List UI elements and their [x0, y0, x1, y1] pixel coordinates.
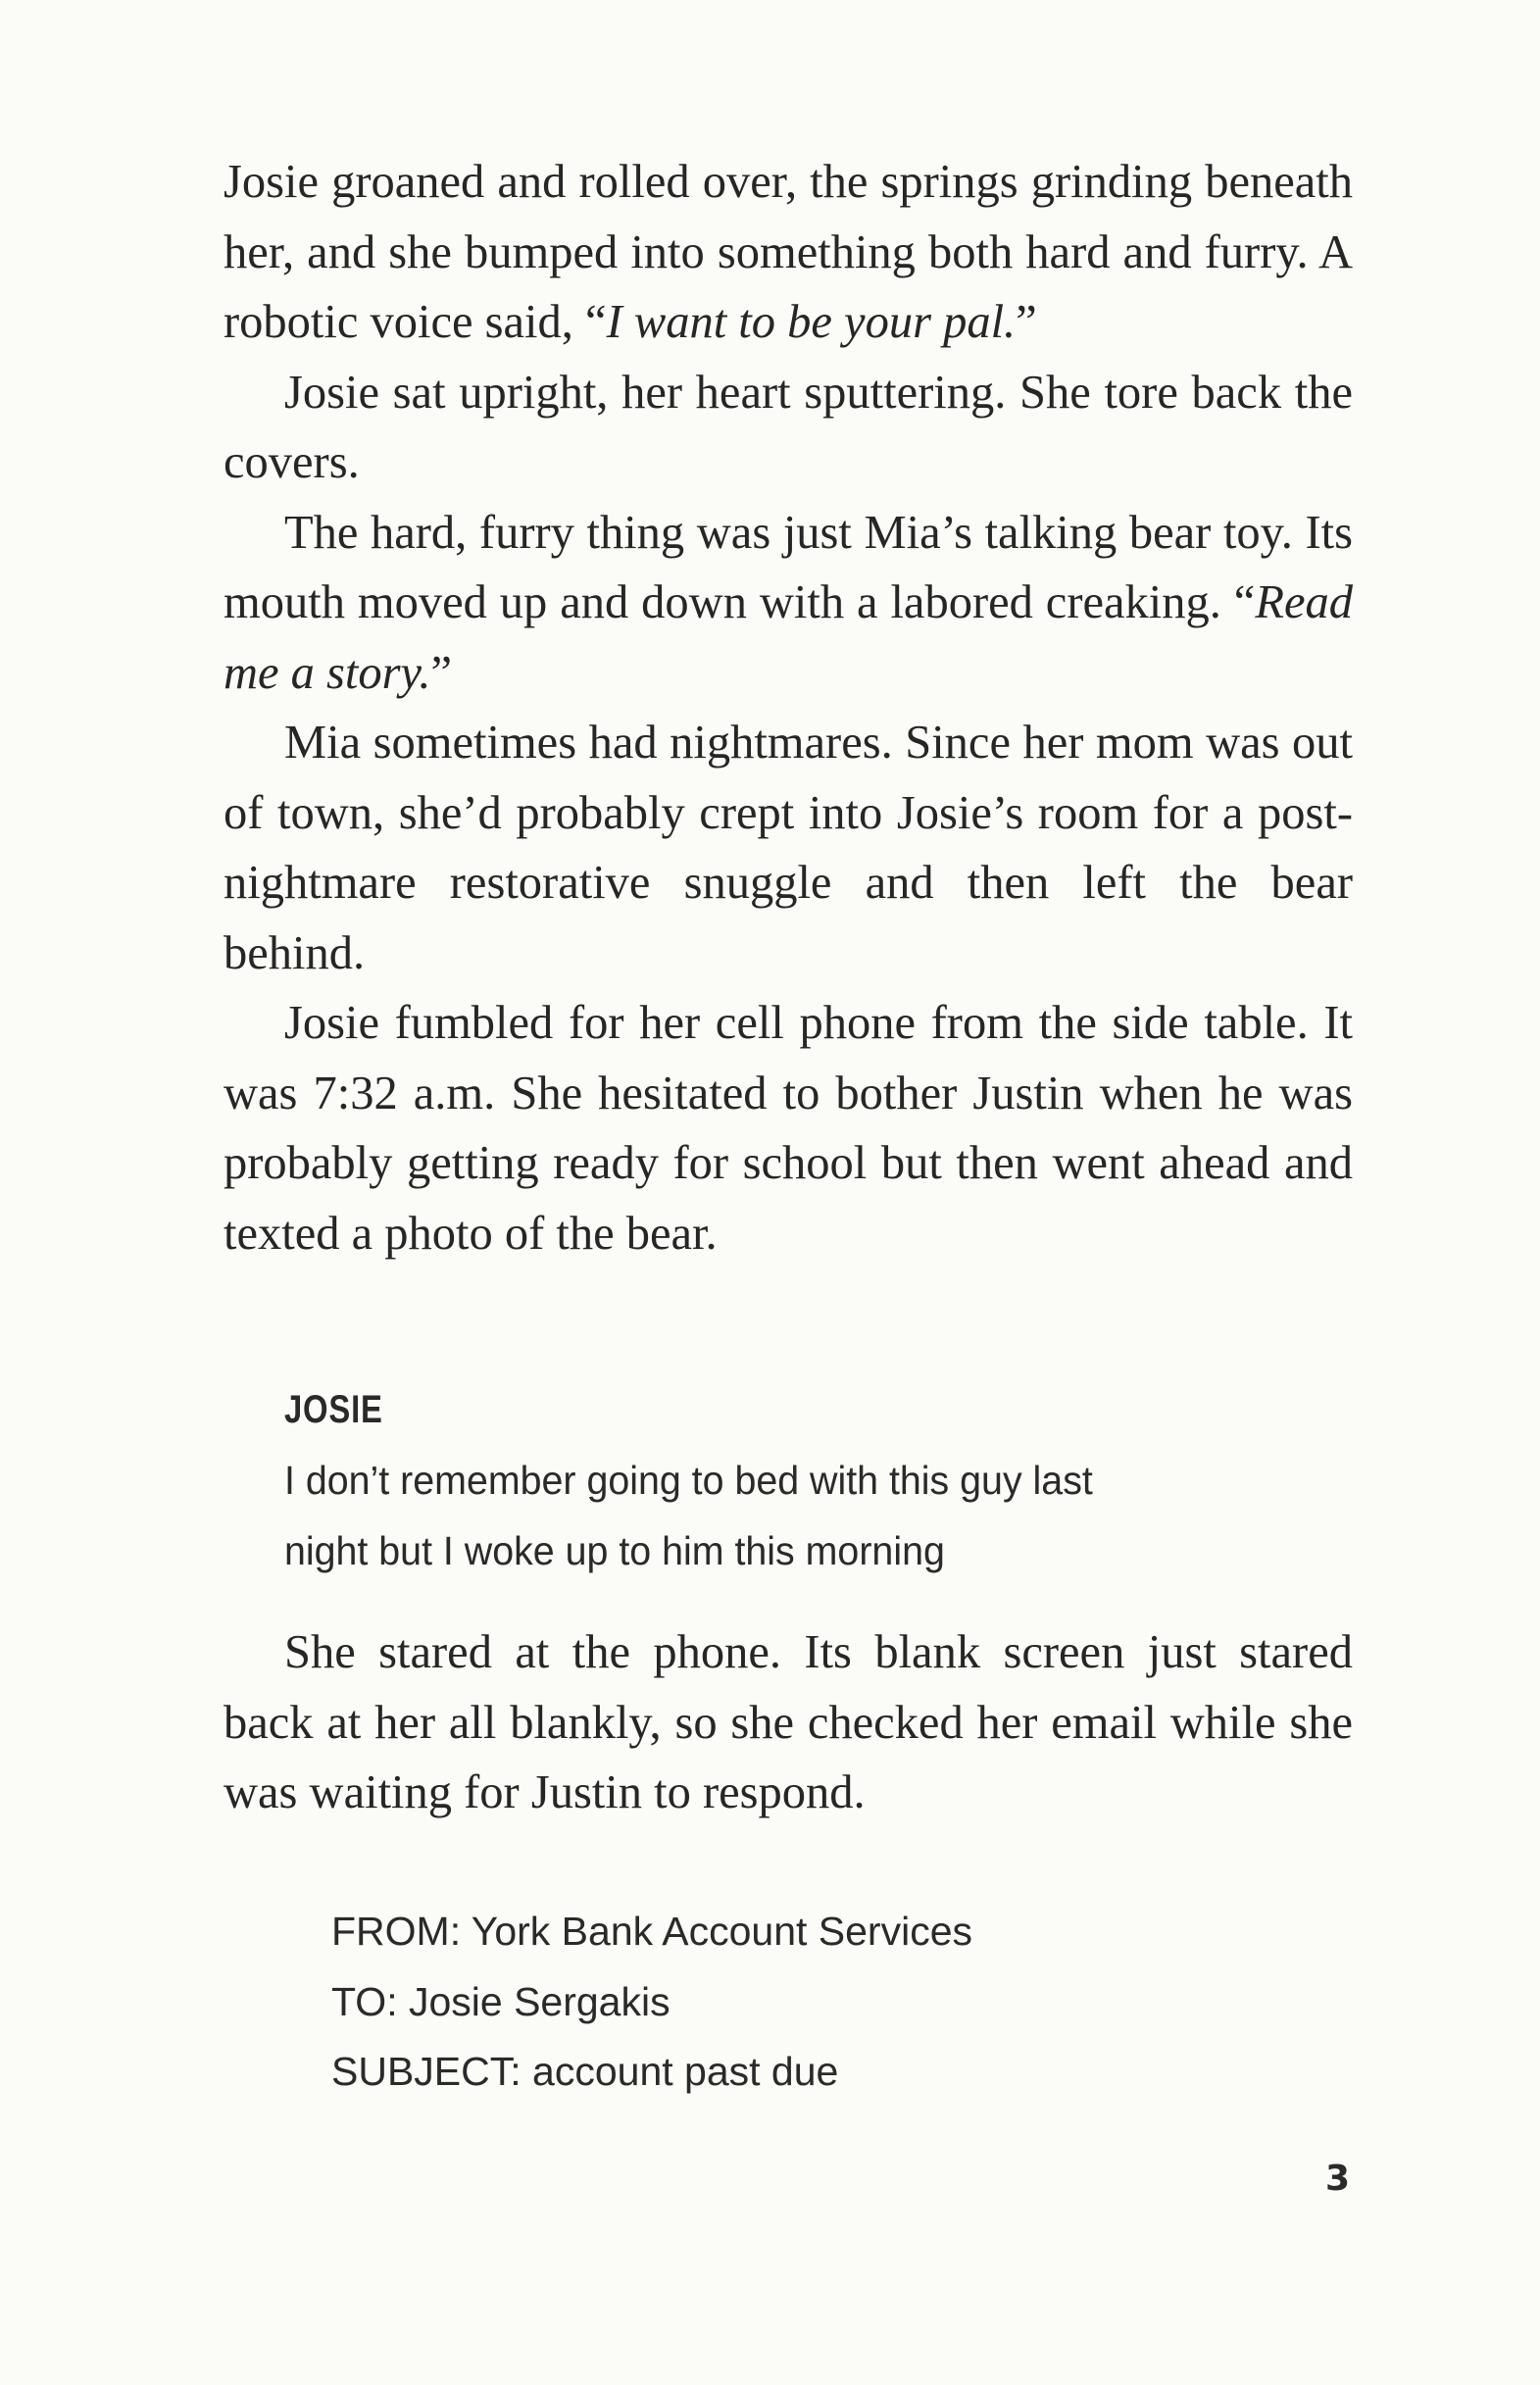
email-subject: SUBJECT: account past due [331, 2049, 839, 2094]
paragraph-text: She stared at the phone. Its blank screen just stared back at her all blankly, so she checked her email while she was waiting for Justin to respond. [224, 1626, 1353, 1818]
email-from: FROM: York Bank Account Services [331, 1909, 972, 1954]
paragraph [224, 498, 1353, 709]
paragraph [224, 988, 1353, 1268]
text-message-line: night but I woke up to him this morning [284, 1528, 945, 1573]
paragraph-text: The hard, furry thing was just Mia’s talking bear toy. Its mouth moved up and down with a labored creaking. “ [224, 506, 1353, 628]
paragraph [224, 358, 1353, 498]
paragraph-text: Josie fumbled for her cell phone from the side table. It was 7:32 a.m. She hesitated to bother Justin when he was probably getting ready for school but then went ahead and texted a photo of the bear. [224, 997, 1353, 1260]
paragraph-text: ” [430, 646, 453, 699]
text-message-sender: JOSIE [284, 1388, 383, 1431]
paragraph-text: Mia sometimes had nightmares. Since her mom was out of town, she’d probably crept into Josie’s room for a post-nightmare restorative snuggle and then left the bear behind. [224, 717, 1353, 979]
text-message-block [284, 1380, 1323, 1586]
paragraph-text: Josie sat upright, her heart sputtering. She tore back the covers. [224, 366, 1353, 488]
narrative-text-bottom [224, 1617, 1353, 1828]
email-to: TO: Josie Sergakis [331, 1978, 671, 2024]
paragraph-text: ” [1016, 296, 1037, 348]
italic-text: Read me a story. [224, 576, 1353, 699]
italic-text: I want to be your pal. [606, 296, 1017, 348]
paragraph [224, 708, 1353, 988]
page-number: 3 [1324, 2159, 1350, 2199]
text-message-line: I don’t remember going to bed with this guy last [284, 1458, 1093, 1503]
paragraph [224, 1617, 1353, 1828]
paragraph [224, 147, 1353, 358]
narrative-text-top [224, 147, 1353, 1268]
text-message-body [284, 1445, 1282, 1586]
paragraph-text: Josie groaned and rolled over, the springs grinding beneath her, and she bumped into something both hard and furry. A robotic voice said, “ [224, 156, 1353, 348]
email-header [331, 1897, 972, 2108]
